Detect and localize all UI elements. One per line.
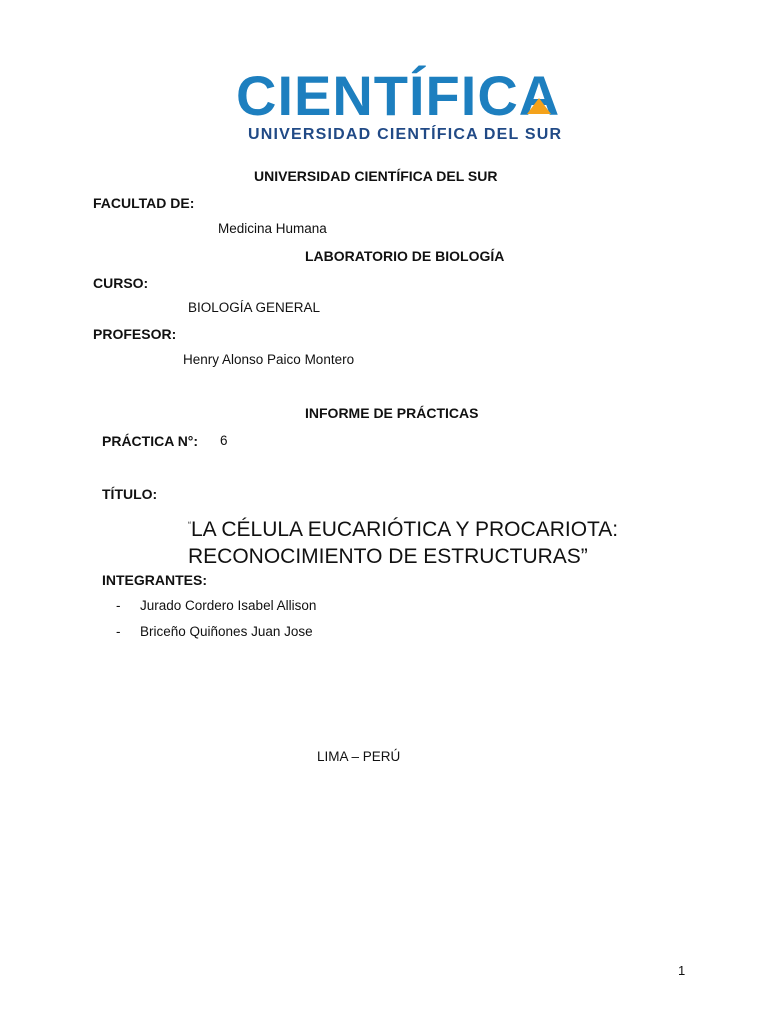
report-title-line-1 <box>188 512 618 543</box>
professor-label: PROFESOR: <box>93 326 177 342</box>
location: LIMA – PERÚ <box>317 749 401 764</box>
page-number: 1 <box>678 963 686 978</box>
faculty-label: FACULTAD DE: <box>93 195 195 211</box>
member-name: Briceño Quiñones Juan Jose <box>140 624 313 639</box>
member-name: Jurado Cordero Isabel Allison <box>140 598 317 613</box>
university-heading: UNIVERSIDAD CIENTÍFICA DEL SUR <box>254 168 498 184</box>
report-title <box>188 512 618 570</box>
lab-heading: LABORATORIO DE BIOLOGÍA <box>305 248 505 264</box>
member-bullet: - <box>116 598 121 613</box>
course-value: BIOLOGÍA GENERAL <box>188 300 321 315</box>
title-label: TÍTULO: <box>102 486 158 502</box>
professor-value: Henry Alonso Paico Montero <box>183 352 355 367</box>
course-label: CURSO: <box>93 275 149 291</box>
faculty-value: Medicina Humana <box>218 221 327 236</box>
logo-subtitle: UNIVERSIDAD CIENTÍFICA DEL SUR <box>248 126 563 143</box>
practice-value: 6 <box>220 433 228 448</box>
report-heading: INFORME DE PRÁCTICAS <box>305 405 479 421</box>
university-logo <box>236 64 576 154</box>
members-label: INTEGRANTES: <box>102 572 207 588</box>
member-bullet: - <box>116 624 121 639</box>
logo-accent-triangle <box>527 98 551 114</box>
practice-label: PRÁCTICA N°: <box>102 433 199 449</box>
logo-wordmark: CIENTÍFICA <box>236 64 561 127</box>
report-title-line-1-text: LA CÉLULA EUCARIÓTICA Y PROCARIOTA: <box>191 518 619 541</box>
open-quote: “ <box>188 520 191 530</box>
report-title-line-2: RECONOCIMIENTO DE ESTRUCTURAS” <box>188 545 588 568</box>
